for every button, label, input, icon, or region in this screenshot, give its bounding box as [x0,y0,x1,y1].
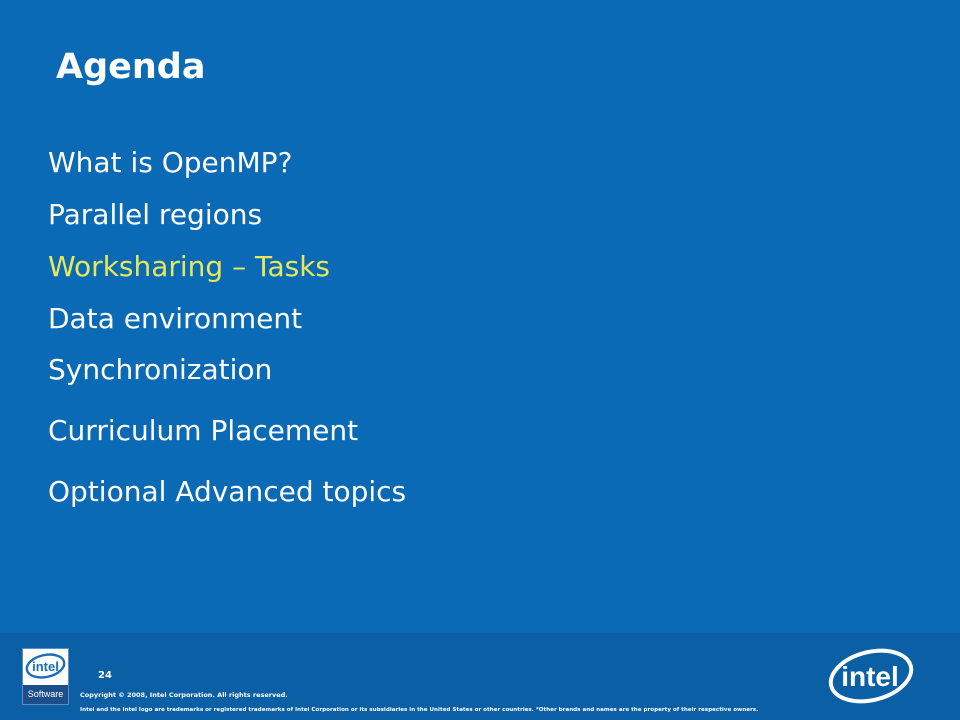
intel-software-logo [22,648,69,705]
agenda-item-curriculum-placement: Curriculum Placement [48,414,359,447]
copyright-text: Copyright © 2008, Intel Corporation. All rights reserved. [80,691,288,699]
small-logo-word: intel [32,659,59,674]
intel-logo [826,646,916,706]
small-logo-band: Software [23,685,68,704]
agenda-item-data-environment: Data environment [48,302,303,335]
agenda-item-synchronization: Synchronization [48,353,273,386]
agenda-item-worksharing-tasks: Worksharing – Tasks [48,250,331,283]
slide-number: 24 [98,670,112,681]
intel-oval-icon [23,649,68,685]
large-logo-word: intel [841,661,899,692]
trademark-text: Intel and the Intel logo are trademarks or registered trademarks of Intel Corporation or its subsidiaries in the United States or other countries. *Other brands and names are the property of their respective owners. [80,707,759,713]
slide-title: Agenda [56,47,206,87]
agenda-item-parallel-regions: Parallel regions [48,198,263,231]
agenda-item-optional-advanced-topics: Optional Advanced topics [48,475,407,508]
agenda-item-what-is-openmp: What is OpenMP? [48,146,293,179]
